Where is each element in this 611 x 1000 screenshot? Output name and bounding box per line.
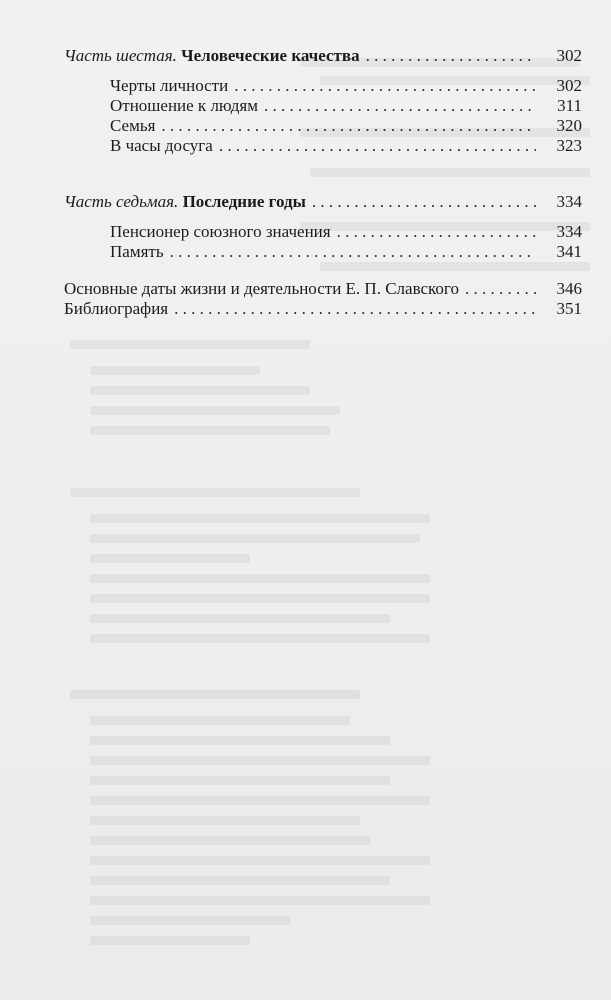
page-number: 346 [556, 279, 582, 298]
toc-entry[interactable] [110, 116, 582, 136]
part-title [64, 46, 360, 66]
page-number: 334 [556, 192, 582, 211]
entry-title: Библиография [64, 299, 169, 318]
entry-title: Основные даты жизни и деятельности Е. П. Славского [64, 279, 459, 298]
page-number: 302 [556, 46, 582, 65]
entry-title: Пенсионер союзного значения [110, 222, 331, 241]
dot-leader [234, 76, 536, 96]
toc-entry-bibliography[interactable] [64, 299, 582, 319]
entry-title: Отношение к людям [110, 96, 258, 115]
page-number: 334 [556, 222, 582, 241]
dot-leader [219, 136, 536, 156]
toc-entry[interactable] [110, 222, 582, 242]
dot-leader [170, 242, 536, 262]
page-number: 351 [556, 299, 582, 318]
toc-entry[interactable] [110, 76, 582, 96]
entry-title: Черты личности [110, 76, 229, 95]
dot-leader [465, 279, 536, 299]
entry-title: Семья [110, 116, 156, 135]
page-number: 323 [556, 136, 582, 155]
page-number: 320 [556, 116, 582, 135]
page-number: 302 [556, 76, 582, 95]
part-name: Последние годы [182, 192, 306, 211]
page-number: 341 [556, 242, 582, 261]
page-number: 311 [557, 96, 582, 115]
part-label: Часть седьмая. [64, 192, 179, 211]
part-title [64, 192, 306, 212]
dot-leader [366, 46, 536, 66]
entry-title: В часы досуга [110, 136, 213, 155]
part-label: Часть шестая. [64, 46, 177, 65]
toc-entry[interactable] [110, 136, 582, 156]
toc-part-heading[interactable] [64, 192, 582, 212]
dot-leader [174, 299, 536, 319]
toc-entry[interactable] [110, 242, 582, 262]
toc-entry[interactable] [110, 96, 582, 116]
entry-title: Память [110, 242, 164, 261]
dot-leader [337, 222, 536, 242]
toc-entry-dates[interactable] [64, 279, 582, 299]
dot-leader [264, 96, 536, 116]
part-name: Человеческие качества [181, 46, 360, 65]
dot-leader [312, 192, 536, 212]
dot-leader [161, 116, 536, 136]
toc-part-heading[interactable] [64, 46, 582, 66]
